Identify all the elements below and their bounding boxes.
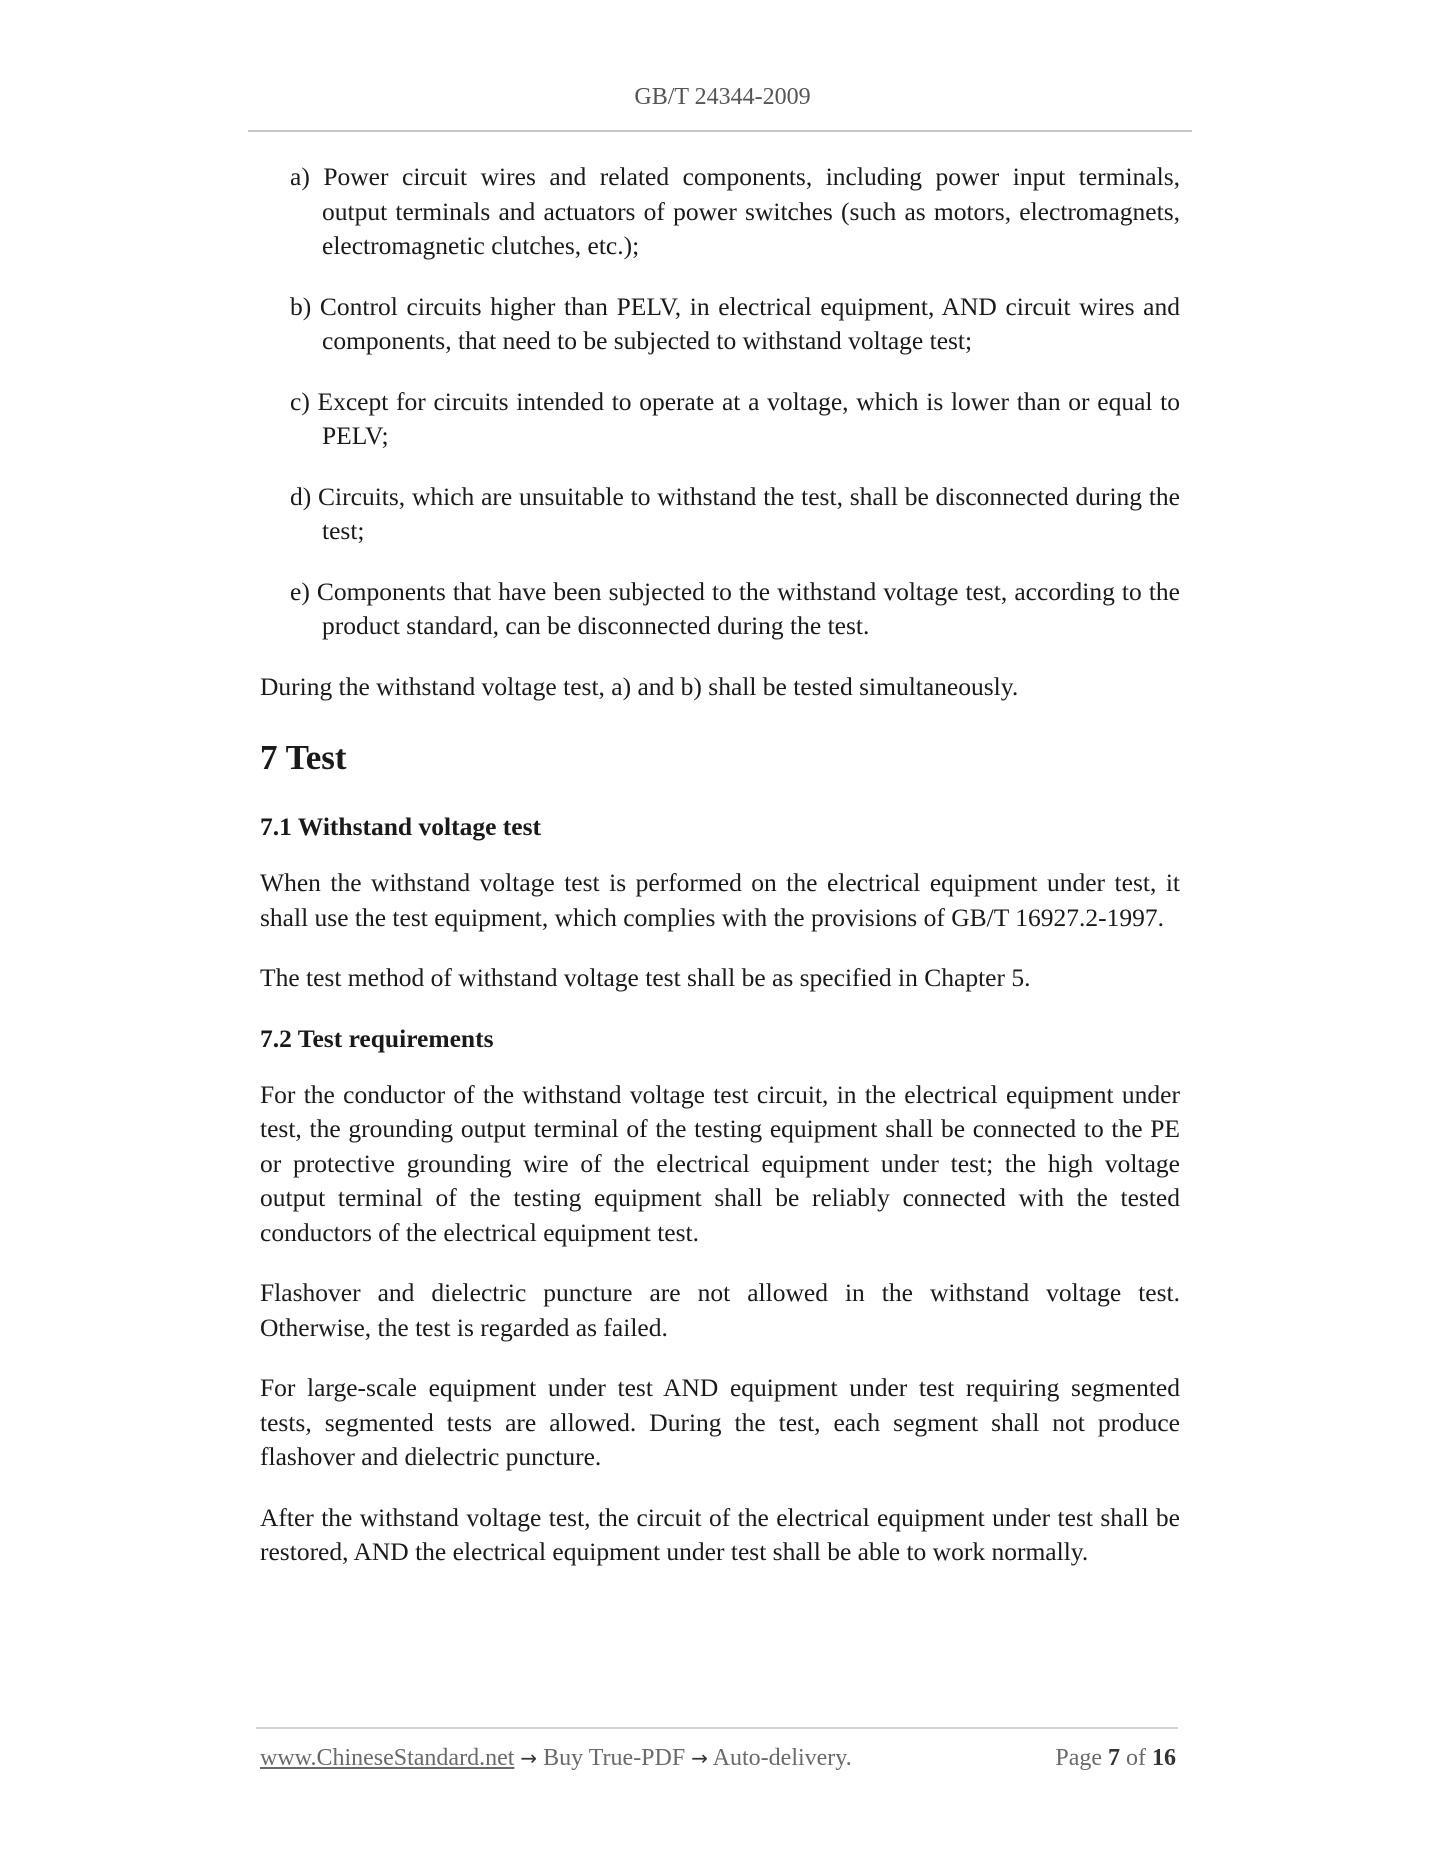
page-footer: [260, 1745, 1176, 1779]
buy-true-pdf-text: Buy True-PDF: [543, 1745, 686, 1771]
of-label: of: [1126, 1745, 1146, 1771]
auto-delivery-text: Auto-delivery.: [712, 1745, 852, 1771]
list-item-a: [290, 160, 1180, 264]
list-item-d: [290, 480, 1180, 549]
paragraph: After the withstand voltage test, the circuit of the electrical equipment under test shall be restored, AND the electrical equipment under test shall be able to work normally.: [260, 1502, 1180, 1566]
section-7-heading: 7 Test: [260, 738, 347, 777]
list-marker: a): [290, 162, 310, 191]
header-divider: [248, 130, 1192, 132]
list-marker: b): [290, 291, 312, 321]
page-label: Page: [1055, 1745, 1102, 1771]
section-7-1-heading: 7.1 Withstand voltage test: [260, 812, 541, 841]
page-number: [1055, 1745, 1176, 1772]
intro-closing-paragraph: During the withstand voltage test, a) and b) shall be tested simultaneously.: [260, 671, 1019, 701]
list-marker: c): [290, 386, 310, 416]
footer-links: [260, 1745, 852, 1772]
paragraph: When the withstand voltage test is performed on the electrical equipment under test, it shall use the test equipment, which complies with the provisions of GB/T 16927.2-1997.: [260, 868, 1180, 932]
list-text: Except for circuits intended to operate at a voltage, which is lower than or equal to PELV;: [317, 386, 1180, 450]
list-text: Control circuits higher than PELV, in electrical equipment, AND circuit wires and components, that need to be subjected to withstand voltage test;: [319, 291, 1180, 355]
list-item-e: [290, 575, 1180, 644]
paragraph: For large-scale equipment under test AND equipment under test requiring segmented tests, segmented tests are allowed. During the test, each segment shall not produce flashover and dielectric puncture.: [260, 1373, 1180, 1471]
arrow-right-icon: →: [520, 1746, 538, 1770]
page-content: [260, 160, 1180, 1596]
current-page-number: 7: [1108, 1745, 1120, 1771]
list-text: Power circuit wires and related components, including power input terminals, output terminals and actuators of power switches (such as motors, electromagnets, electromagnetic clutches, etc.);: [322, 162, 1180, 260]
list-item-b: [290, 290, 1180, 359]
list-marker: d): [290, 481, 312, 511]
list-text: Circuits, which are unsuitable to withstand the test, shall be disconnected during the test;: [318, 481, 1180, 545]
section-7-2-heading: 7.2 Test requirements: [260, 1023, 494, 1053]
paragraph: For the conductor of the withstand voltage test circuit, in the electrical equipment under test, the grounding output terminal of the testing equipment shall be connected to the PE or protective grounding wire of the electrical equipment under test; the high voltage output terminal of the testing equipment shall be reliably connected with the tested conductors of the electrical equipment test.: [260, 1079, 1180, 1247]
list-text: Components that have been subjected to the withstand voltage test, according to the product standard, can be disconnected during the test.: [316, 576, 1180, 640]
site-link[interactable]: www.ChineseStandard.net: [260, 1745, 515, 1771]
footer-divider: [256, 1727, 1178, 1729]
paragraph: Flashover and dielectric puncture are not allowed in the withstand voltage test. Otherwise, the test is regarded as failed.: [260, 1278, 1180, 1342]
paragraph: The test method of withstand voltage test shall be as specified in Chapter 5.: [260, 963, 1031, 992]
list-marker: e): [290, 576, 310, 606]
arrow-right-icon: →: [691, 1746, 708, 1770]
document-id-header: GB/T 24344-2009: [634, 84, 811, 110]
total-page-number: 16: [1152, 1745, 1176, 1771]
list-item-c: [290, 385, 1180, 454]
